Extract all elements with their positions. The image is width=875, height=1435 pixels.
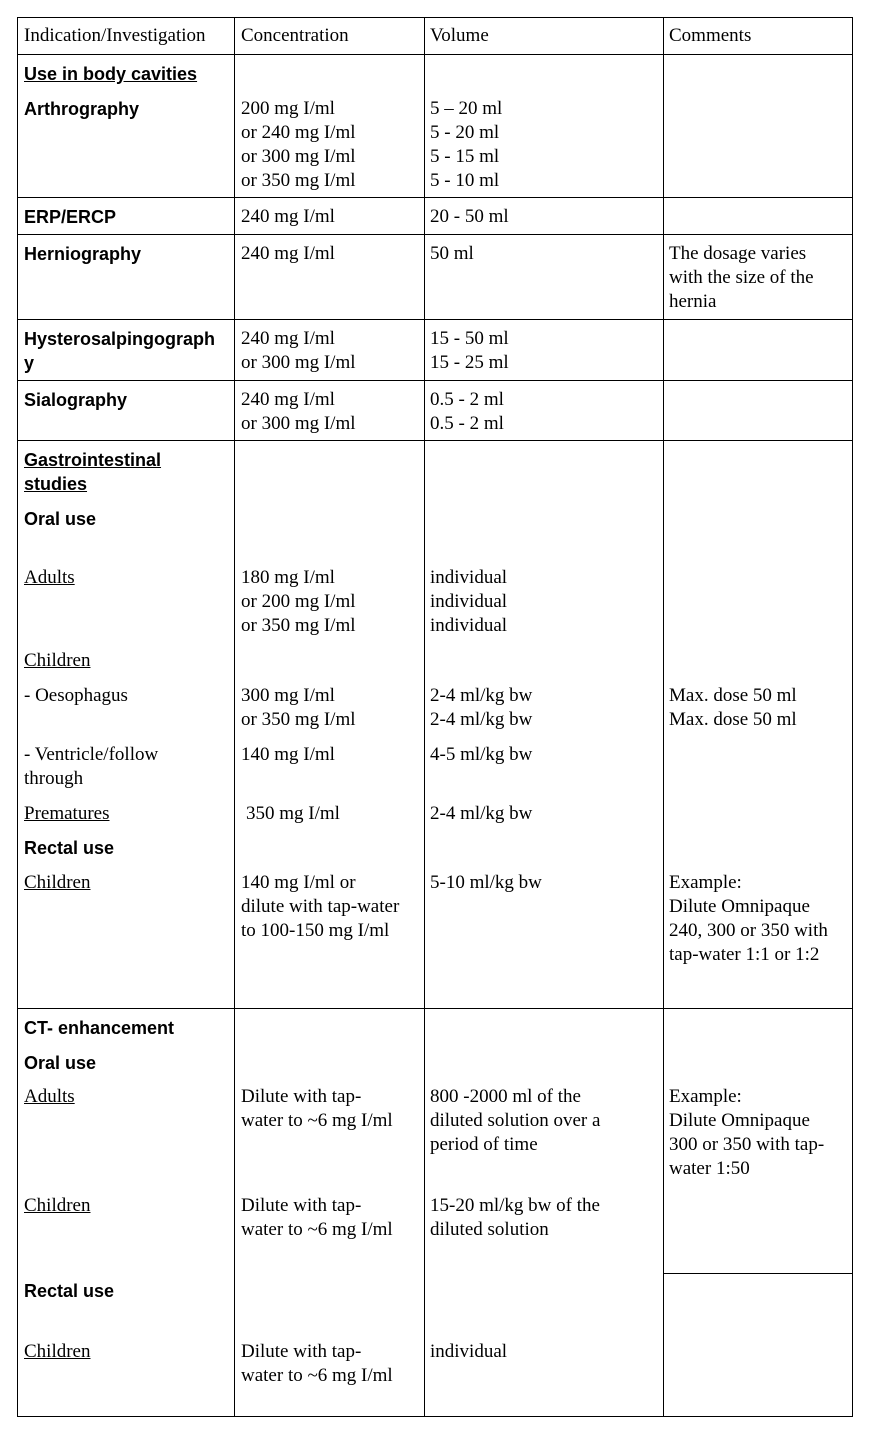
gi-rectal-children-concentration: 140 mg I/ml or dilute with tap-water to 100-150 mg I/ml bbox=[241, 872, 400, 941]
gi-adults-label: Adults bbox=[24, 567, 75, 588]
sialography-concentration: 240 mg I/ml or 300 mg I/ml bbox=[241, 389, 356, 434]
header-concentration: Concentration bbox=[241, 25, 349, 46]
table-border-left bbox=[17, 17, 18, 1417]
sialography-volume: 0.5 - 2 ml 0.5 - 2 ml bbox=[430, 389, 504, 434]
prematures-concentration: 350 mg I/ml bbox=[246, 803, 340, 824]
section-title-body-cavities: Use in body cavities bbox=[24, 64, 198, 84]
hysterosalpingography-label: Hysterosalpingograph y bbox=[24, 329, 216, 373]
ct-adults-label: Adults bbox=[24, 1086, 75, 1107]
gi-children-label: Children bbox=[24, 650, 91, 671]
herniography-label: Herniography bbox=[24, 244, 142, 264]
section-title-ct-enhancement: CT- enhancement bbox=[24, 1018, 175, 1038]
oesophagus-concentration: 300 mg I/ml or 350 mg I/ml bbox=[241, 685, 356, 730]
table-border-top bbox=[17, 17, 853, 18]
header-indication: Indication/Investigation bbox=[24, 25, 206, 46]
ventricle-label: - Ventricle/follow through bbox=[24, 744, 159, 789]
ct-children-volume: 15-20 ml/kg bw of the diluted solution bbox=[430, 1195, 600, 1240]
ct-oral-use-label: Oral use bbox=[24, 1053, 97, 1073]
gi-adults-concentration: 180 mg I/ml or 200 mg I/ml or 350 mg I/ml bbox=[241, 567, 356, 636]
gi-rectal-children-label: Children bbox=[24, 872, 91, 893]
oesophagus-comment: Max. dose 50 ml Max. dose 50 ml bbox=[669, 685, 797, 730]
row-divider bbox=[17, 440, 853, 441]
herniography-concentration: 240 mg I/ml bbox=[241, 243, 335, 264]
header-comments: Comments bbox=[669, 25, 752, 46]
oesophagus-volume: 2-4 ml/kg bw 2-4 ml/kg bw bbox=[430, 685, 533, 730]
row-divider bbox=[17, 319, 853, 320]
section-title-gastrointestinal: Gastrointestinal studies bbox=[24, 450, 162, 494]
gi-rectal-children-volume: 5-10 ml/kg bw bbox=[430, 872, 542, 893]
ct-adults-volume: 800 -2000 ml of the diluted solution over a period of time bbox=[430, 1086, 601, 1155]
herniography-comment: The dosage varies with the size of the hernia bbox=[669, 243, 814, 312]
herniography-volume: 50 ml bbox=[430, 243, 474, 264]
arthrography-label: Arthrography bbox=[24, 99, 140, 119]
erp-concentration: 240 mg I/ml bbox=[241, 206, 335, 227]
sialography-label: Sialography bbox=[24, 390, 128, 410]
erp-label: ERP/ERCP bbox=[24, 207, 117, 227]
header-volume: Volume bbox=[430, 25, 489, 46]
prematures-label: Prematures bbox=[24, 803, 110, 824]
hysterosalpingography-concentration: 240 mg I/ml or 300 mg I/ml bbox=[241, 328, 356, 373]
column-divider bbox=[424, 17, 425, 1417]
gi-rectal-children-comment: Example: Dilute Omnipaque 240, 300 or 350 with tap-water 1:1 or 1:2 bbox=[669, 872, 828, 965]
column-divider bbox=[234, 17, 235, 1417]
row-divider bbox=[17, 1008, 853, 1009]
row-divider bbox=[17, 54, 853, 55]
ct-children-label: Children bbox=[24, 1195, 91, 1216]
row-divider bbox=[17, 234, 853, 235]
ct-children-concentration: Dilute with tap- water to ~6 mg I/ml bbox=[241, 1195, 393, 1240]
gi-adults-volume: individual individual individual bbox=[430, 567, 508, 636]
ct-rectal-children-label: Children bbox=[24, 1341, 91, 1362]
ct-adults-concentration: Dilute with tap- water to ~6 mg I/ml bbox=[241, 1086, 393, 1131]
comment-cell-divider bbox=[663, 1273, 853, 1274]
hysterosalpingography-volume: 15 - 50 ml 15 - 25 ml bbox=[430, 328, 509, 373]
ct-rectal-children-concentration: Dilute with tap- water to ~6 mg I/ml bbox=[241, 1341, 393, 1386]
ct-adults-comment: Example: Dilute Omnipaque 300 or 350 with tap- water 1:50 bbox=[669, 1086, 825, 1179]
arthrography-volume: 5 – 20 ml 5 - 20 ml 5 - 15 ml 5 - 10 ml bbox=[430, 98, 503, 191]
arthrography-concentration: 200 mg I/ml or 240 mg I/ml or 300 mg I/ml or 350 mg I/ml bbox=[241, 98, 356, 191]
row-divider bbox=[17, 380, 853, 381]
prematures-volume: 2-4 ml/kg bw bbox=[430, 803, 533, 824]
ventricle-volume: 4-5 ml/kg bw bbox=[430, 744, 533, 765]
ct-rectal-use-label: Rectal use bbox=[24, 1281, 115, 1301]
oesophagus-label: - Oesophagus bbox=[24, 685, 128, 706]
table-border-right bbox=[852, 17, 853, 1417]
erp-volume: 20 - 50 ml bbox=[430, 206, 509, 227]
ventricle-concentration: 140 mg I/ml bbox=[241, 744, 335, 765]
ct-rectal-children-volume: individual bbox=[430, 1341, 508, 1362]
gi-rectal-use-label: Rectal use bbox=[24, 838, 115, 858]
row-divider bbox=[17, 197, 853, 198]
column-divider bbox=[663, 17, 664, 1417]
dosage-table bbox=[17, 17, 853, 1417]
gi-oral-use-label: Oral use bbox=[24, 509, 97, 529]
table-border-bottom bbox=[17, 1416, 853, 1417]
